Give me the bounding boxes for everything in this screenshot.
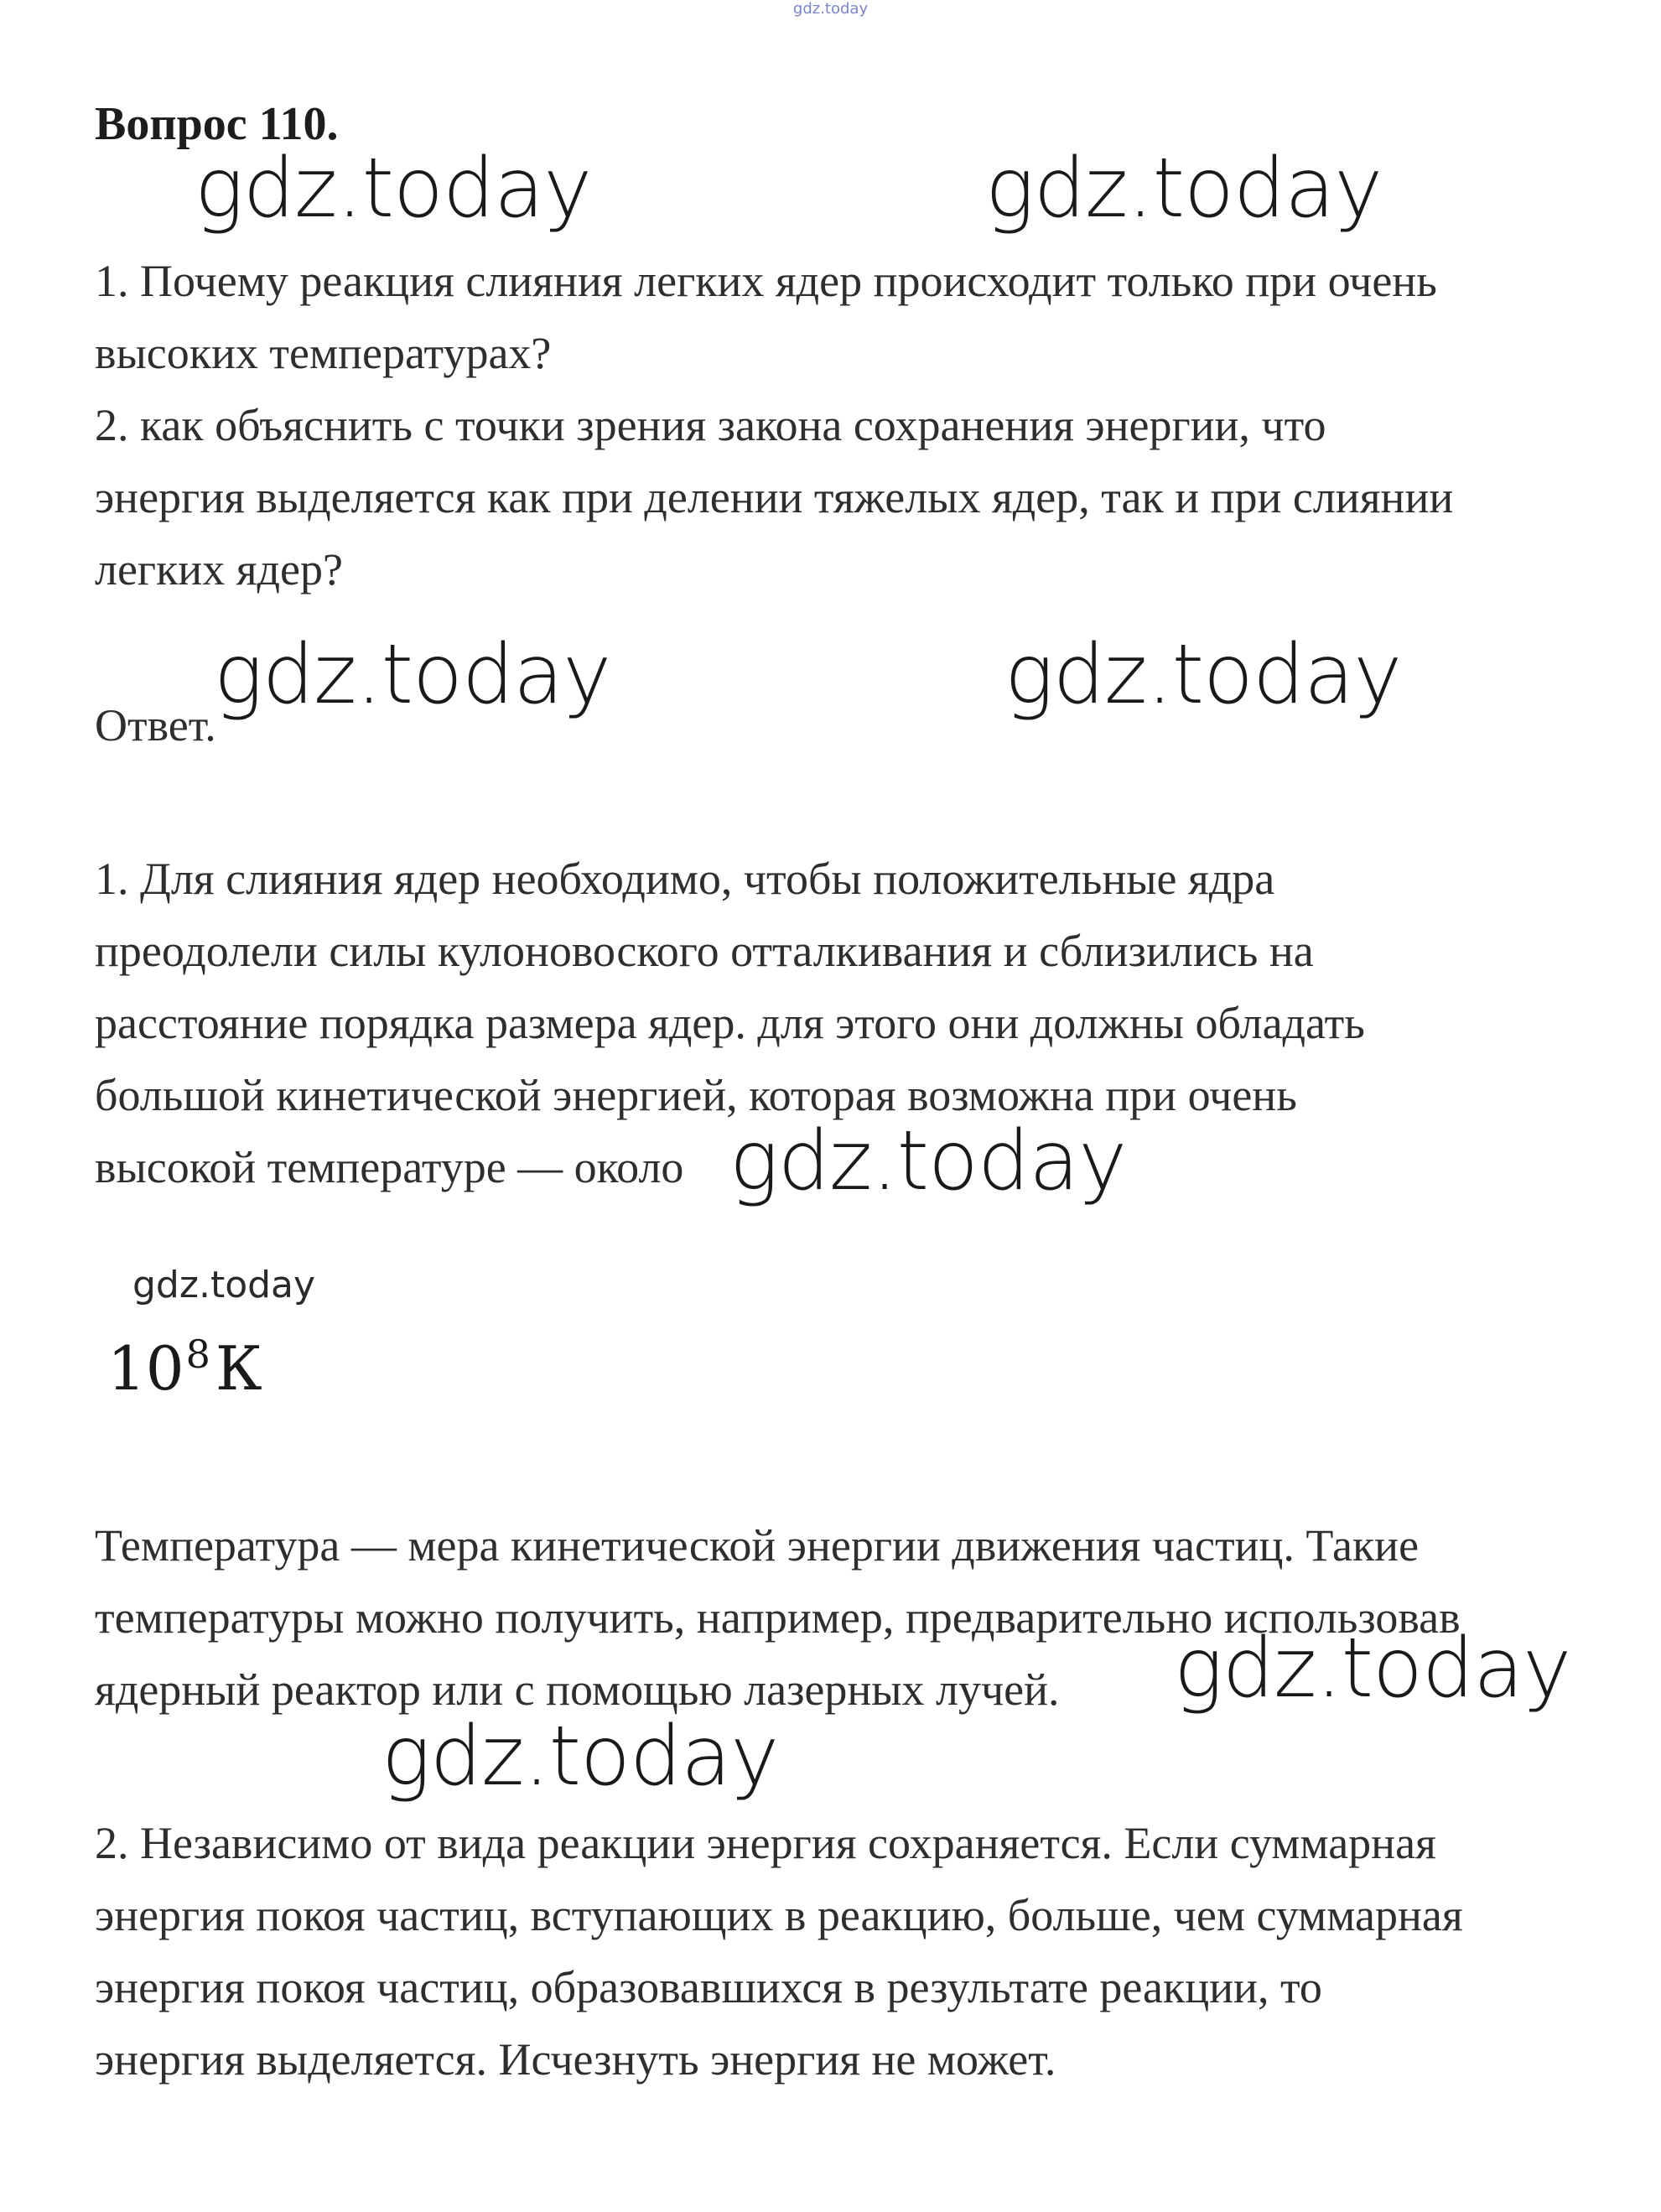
formula-exponent: 8 [185, 1332, 210, 1377]
answer-1-line: расстояние порядка размера ядер. для этого они должны обладать [95, 998, 1365, 1048]
watermark: gdz.today [1004, 627, 1402, 723]
watermark-small: gdz.today [132, 1264, 316, 1306]
question-2-line: легких ядер? [95, 544, 343, 595]
watermark: gdz.today [214, 627, 611, 723]
formula-base: 10 [107, 1333, 184, 1404]
question-1-line: высоких температурах? [95, 328, 552, 378]
question-1-line: 1. Почему реакция слияния легких ядер происходит только при очень [95, 256, 1437, 306]
answer-2-line: энергия покоя частиц, образовавшихся в результате реакции, то [95, 1962, 1322, 2012]
answer-2-line: 2. Независимо от вида реакции энергия сохраняется. Если суммарная [95, 1818, 1436, 1868]
answer-label [95, 689, 1570, 761]
temperature-line: Температура — мера кинетической энергии движения частиц. Такие [95, 1520, 1420, 1571]
answer-2-line: энергия покоя частиц, вступающих в реакцию, больше, чем суммарная [95, 1890, 1463, 1940]
watermark: gdz.today [195, 141, 592, 236]
answer-1-line: высокой температуре — около [95, 1142, 684, 1192]
question-1 [95, 245, 1570, 389]
watermark: gdz.today [1174, 1621, 1571, 1716]
answer-2 [95, 1807, 1570, 2095]
watermark: gdz.today [729, 1114, 1127, 1209]
temperature-formula [107, 1316, 262, 1406]
temperature-line: ядерный реактор или с помощью лазерных лучей. [95, 1664, 1060, 1715]
answer-label-text: Ответ. [95, 700, 216, 750]
temperature-line: температуры можно получить, например, предварительно использовав [95, 1592, 1461, 1643]
question-2-line: энергия выделяется как при делении тяжелых ядер, так и при слиянии [95, 472, 1454, 522]
answer-1-line: преодолели силы кулоновоского отталкивания и сблизились на [95, 926, 1314, 976]
answer-2-line: энергия выделяется. Исчезнуть энергия не может. [95, 2034, 1056, 2085]
question-2-line: 2. как объяснить с точки зрения закона сохранения энергии, что [95, 400, 1326, 450]
answer-1-line: большой кинетической энергией, которая возможна при очень [95, 1070, 1297, 1120]
watermark: gdz.today [985, 141, 1383, 236]
question-2 [95, 389, 1570, 605]
top-watermark: gdz.today [792, 0, 869, 18]
formula-unit: К [215, 1333, 262, 1404]
page-title: Вопрос 110. [95, 98, 339, 150]
watermark: gdz.today [382, 1709, 779, 1804]
answer-1-line: 1. Для слияния ядер необходимо, чтобы положительные ядра [95, 854, 1275, 904]
